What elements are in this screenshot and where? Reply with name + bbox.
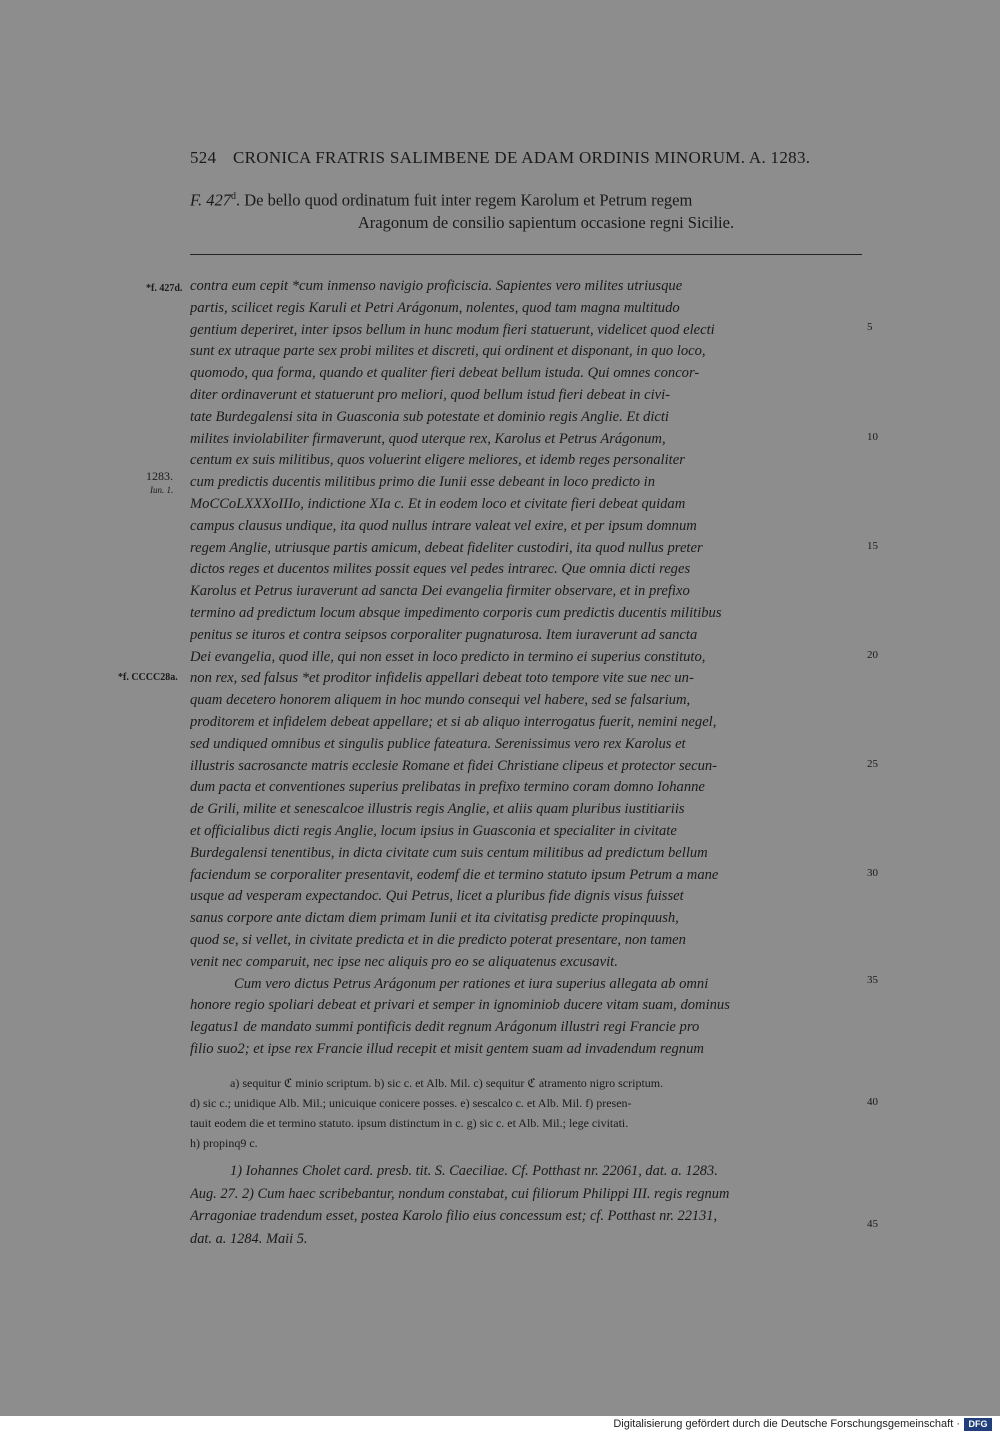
text-line: illustris sacrosancte matris ecclesie Romane et fidei Christiane clipeus et protector secun-	[190, 757, 718, 774]
line-number-30: 30	[867, 867, 878, 879]
text-line: sed undiqued omnibus et singulis publice fateatura. Serenissimus vero rex Karolus et	[190, 735, 686, 752]
text-line: venit nec comparuit, nec ipse nec aliquis pro eo se aliquatenus excusavit.	[190, 953, 618, 970]
text-line: legatus1 de mandato summi pontificis dedit regnum Arágonum illustri regi Francie pro	[190, 1019, 700, 1036]
text-line: penitus se ituros et contra seipsos corporaliter pugnaturosa. Item iuraverunt ad sancta	[190, 626, 698, 643]
text-line: Karolus et Petrus iuraverunt ad sancta Dei evangelia firmiter observare, et in prefixo	[190, 583, 690, 600]
text-line: diter ordinaverunt et statuerunt pro meliori, quod bellum istud fieri debeat in civi-	[190, 386, 671, 403]
text-line: proditorem et infidelem debeat appellare; et si ab aliquo interrogatus fuerit, nemini negel,	[190, 713, 717, 730]
apparatus-line: a) sequitur ℭ minio scriptum. b) sic c. et Alb. Mil. c) sequitur ℭ atramento nigro scriptum.	[230, 1076, 664, 1090]
text-line: termino ad predictum locum absque impedimento corporis cum predictis ducentis militibus	[190, 604, 722, 621]
text-line: honore regio spoliari debeat et privari et semper in ignominiob ducere vitam suam, dominus	[190, 997, 730, 1014]
text-line: non rex, sed falsus *et proditor infidelis appellari debeat toto tempore vite sue nec un-	[190, 670, 694, 687]
footnote-line: 1) Iohannes Cholet card. presb. tit. S. Caeciliae. Cf. Potthast nr. 22061, dat. a. 1283.	[230, 1163, 718, 1179]
text-line: usque ad vesperam expectandoc. Qui Petrus, licet a pluribus fide dignis visus fuisset	[190, 888, 684, 905]
line-number-40: 40	[867, 1096, 878, 1108]
margin-folio-cccc28a: *f. CCCC28a.	[118, 672, 178, 683]
footnotes	[190, 1160, 862, 1250]
margin-date: Iun. 1.	[150, 485, 174, 495]
heading-line-1	[190, 186, 862, 212]
chapter-heading	[190, 186, 862, 234]
heading-line-2: Aragonum de consilio sapientum occasione regni Sicilie.	[357, 212, 735, 232]
text-line: partis, scilicet regis Karuli et Petri Arágonum, nolentes, quod tam magna multitudo	[190, 299, 680, 316]
text-line: tate Burdegalensi sita in Guasconia sub potestate et dominio regis Anglie. Et dicti	[190, 408, 669, 425]
text-line: et officialibus dicti regis Anglie, locum ipsius in Guasconia et specialiter in civitate	[190, 822, 677, 839]
text-line: dum pacta et conventiones superius prelibatas in prefixo termino coram domno Iohanne	[190, 779, 705, 796]
text-line: sunt ex utraque parte sex probi milites et discreti, qui ordinent et disponant, in quo loco,	[190, 343, 706, 360]
text-line: contra eum cepit *cum inmenso navigio proficiscia. Sapientes vero milites utriusque	[190, 278, 683, 294]
line-number-45: 45	[867, 1218, 878, 1230]
running-header	[190, 148, 862, 168]
credit-text: Digitalisierung gefördert durch die Deutsche Forschungsgemeinschaft ·	[613, 1418, 960, 1430]
margin-folio-427d: *f. 427d.	[146, 283, 183, 294]
heading-folio-sup: d	[230, 191, 236, 202]
line-number-10: 10	[867, 431, 878, 443]
line-number-5: 5	[867, 321, 873, 333]
text-line: quomodo, qua forma, quando et qualiter fieri debeat bellum istuda. Qui omnes concor-	[190, 365, 700, 382]
text-line: Burdegalensi tenentibus, in dicta civitate cum suis centum militibus ad predictum bellum	[190, 844, 708, 861]
text-line: quod se, si vellet, in civitate predicta et in die predicto poterat presentare, non tamen	[190, 931, 686, 948]
text-line: sanus corpore ante dictam diem primam Iunii et ita civitatisg predicte propinquush,	[190, 910, 679, 927]
text-line: filio suo2; et ipse rex Francie illud recepit et misit gentem suam ad invadendum regnum	[190, 1040, 704, 1057]
line-number-15: 15	[867, 540, 878, 552]
apparatus-line: tauit eodem die et termino statuto. ipsum distinctum in c. g) sic c. et Alb. Mil.; lege civitati.	[190, 1116, 629, 1130]
apparatus-line: h) propinq9 c.	[190, 1136, 258, 1150]
text-line: dictos reges et ducentos milites possit eques vel pedes intrarec. Que omnia dicti reges	[190, 561, 691, 578]
text-line: centum ex suis militibus, quos voluerint eligere meliores, et idemb reges personaliter	[190, 452, 685, 469]
footnote-line: Aug. 27. 2) Cum haec scribebantur, nondum constabat, cui filiorum Philippi III. regis regnum	[190, 1185, 730, 1202]
text-line: de Grili, milite et senescalcoe illustris regis Anglie, et aliis quam pluribus iustitiariis	[190, 801, 685, 818]
page-number: 524	[190, 148, 217, 167]
heading-text-1: . De bello quod ordinatum fuit inter regem Karolum et Petrum regem	[235, 190, 693, 210]
line-number-35: 35	[867, 974, 878, 986]
text-line: Cum vero dictus Petrus Arágonum per rationes et iura superius allegata ab omni	[234, 975, 709, 992]
text-line: Dei evangelia, quod ille, qui non esset in loco predicto in termino ei superius constituto,	[190, 648, 706, 665]
critical-apparatus	[190, 1073, 862, 1153]
footnote-line: Arragoniae tradendum esset, postea Karolo filio eius concessum est; cf. Potthast nr. 22131,	[190, 1208, 718, 1224]
heading-rule	[190, 254, 862, 255]
text-line: regem Anglie, utriusque partis amicum, debeat fideliter custodiri, ita quod nullus preter	[190, 539, 703, 556]
dfg-logo: DFG	[964, 1418, 992, 1431]
margin-year: 1283.	[146, 469, 173, 483]
footnote-line: dat. a. 1284. Maii 5.	[190, 1230, 308, 1247]
heading-folio: F. 427	[190, 190, 231, 210]
text-line: campus clausus undique, ita quod nullus intrare valeat vel exire, et per ipsum domnum	[190, 517, 697, 534]
text-line: quam decetero honorem aliquem in hoc mundo consequi vel habere, sed se falsarium,	[190, 692, 691, 709]
apparatus-line: d) sic c.; unidique Alb. Mil.; unicuique conicere posses. e) sescalco c. et Alb. Mil. f) presen-	[190, 1096, 632, 1110]
text-line: cum predictis ducentis militibus primo die Iunii esse debeant in loco predicto in	[190, 474, 656, 491]
text-line: MoCCoLXXXoIIIo, indictione XIa c. Et in eodem loco et civitate fieri debeat quidam	[190, 495, 686, 512]
main-text	[190, 276, 862, 1061]
text-line: milites inviolabiliter firmaverunt, quod uterque rex, Karolus et Petrus Arágonum,	[190, 430, 666, 447]
digitization-credit	[0, 1416, 1000, 1434]
line-number-25: 25	[867, 758, 878, 770]
text-line: gentium deperiret, inter ipsos bellum in hunc modum fieri statuerunt, videlicet quod electi	[190, 321, 715, 338]
running-title: CRONICA FRATRIS SALIMBENE DE ADAM ORDINIS MINORUM. A. 1283.	[232, 148, 811, 167]
line-number-20: 20	[867, 649, 878, 661]
text-line: faciendum se corporaliter presentavit, eodemf die et termino statuto ipsum Petrum a mane	[190, 866, 719, 883]
